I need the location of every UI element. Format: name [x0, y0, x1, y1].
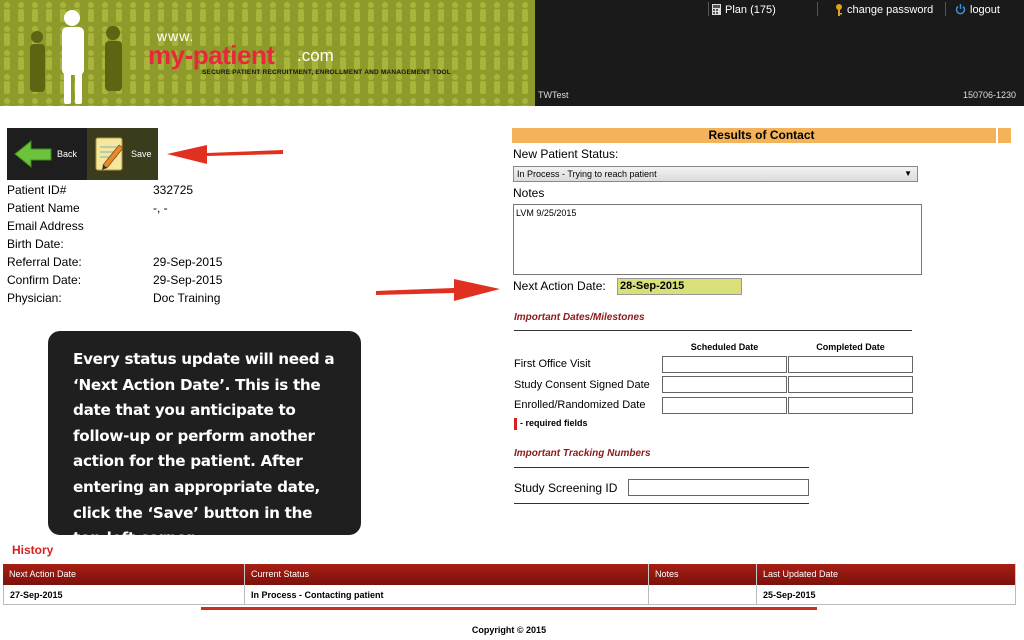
notes-label: Notes: [513, 186, 545, 200]
nav-divider: [817, 2, 818, 16]
status-label: New Patient Status:: [513, 147, 619, 161]
required-indicator: [514, 418, 517, 430]
results-header-cap: [996, 128, 1011, 143]
physician-value: Doc Training: [153, 291, 221, 305]
notes-value: LVM 9/25/2015: [516, 208, 577, 218]
history-title: History: [12, 543, 54, 557]
patient-status-select[interactable]: [513, 166, 918, 182]
tracking-divider: [514, 467, 809, 468]
milestones-section-title: Important Dates/Milestones: [514, 312, 645, 323]
confirm-date-value: 29-Sep-2015: [153, 273, 223, 287]
change-password-label: change password: [847, 3, 934, 16]
patient-name-label: Patient Name: [7, 201, 80, 215]
history-underline: [201, 607, 817, 610]
first-visit-completed-input[interactable]: [788, 356, 913, 373]
nav-divider: [945, 2, 946, 16]
patient-name-value: -, -: [153, 201, 168, 215]
logo-name: my-patient: [148, 40, 275, 70]
plan-link[interactable]: [712, 2, 776, 17]
tracking-section-title: Important Tracking Numbers: [514, 448, 651, 459]
consent-completed-input[interactable]: [788, 376, 913, 393]
history-cell-notes: [649, 585, 757, 605]
copyright-footer: Copyright © 2015: [471, 625, 547, 635]
history-cell-last-updated: 25-Sep-2015: [757, 585, 1016, 605]
dropdown-arrow-icon: ▼: [904, 169, 912, 178]
callout-text: Every status update will need a ‘Next Action Date’. This is the date that you anticipate to follow-up or perform another action for the patient. After entering an appropriate date, click the ‘Save’ button in the top-left corner.: [73, 350, 335, 548]
patient-status-value: In Process - Trying to reach patient: [517, 169, 657, 179]
header-banner: [0, 0, 535, 106]
logo-suffix: .com: [297, 46, 334, 65]
calculator-icon: [712, 4, 721, 15]
milestone-label: First Office Visit: [514, 358, 591, 370]
milestones-divider: [514, 330, 912, 331]
back-arrow-icon: [13, 137, 53, 171]
results-of-contact-header: Results of Contact: [512, 128, 1011, 143]
logout-label: logout: [970, 3, 1000, 16]
next-action-date-input[interactable]: [617, 278, 742, 295]
history-column-header: Current Status: [245, 564, 649, 585]
back-button[interactable]: [7, 128, 87, 180]
physician-label: Physician:: [7, 291, 62, 305]
birth-date-label: Birth Date:: [7, 237, 64, 251]
history-cell-next-action: 27-Sep-2015: [3, 585, 245, 605]
screening-id-input[interactable]: [628, 479, 809, 496]
required-fields-note: - required fields: [520, 418, 588, 428]
notepad-pencil-icon: [93, 135, 127, 173]
completed-date-column-header: Completed Date: [816, 342, 885, 352]
patient-id-value: 332725: [153, 183, 194, 197]
environment-label: TWTest: [538, 90, 569, 100]
history-column-header: Last Updated Date: [757, 564, 1016, 585]
next-action-date-label: Next Action Date:: [513, 279, 606, 293]
change-password-link[interactable]: [835, 2, 933, 17]
milestone-label: Study Consent Signed Date: [514, 379, 650, 391]
email-address-label: Email Address: [7, 219, 84, 233]
logout-link[interactable]: [955, 2, 1000, 17]
notes-textarea[interactable]: [513, 204, 922, 275]
history-column-header: Notes: [649, 564, 757, 585]
enrolled-scheduled-input[interactable]: [662, 397, 787, 414]
instruction-callout: [48, 331, 361, 548]
key-icon: [835, 4, 843, 16]
pointer-arrow-save: [165, 138, 285, 166]
history-column-header: Next Action Date: [3, 564, 245, 585]
logo-www: www.: [157, 28, 195, 44]
top-navigation-bar: [535, 0, 1024, 106]
consent-scheduled-input[interactable]: [662, 376, 787, 393]
scheduled-date-column-header: Scheduled Date: [690, 342, 759, 352]
action-toolbar: [7, 128, 158, 180]
logo-tagline: SECURE PATIENT RECRUITMENT, ENROLLMENT AND MANAGEMENT TOOL: [202, 69, 451, 76]
history-cell-status: In Process - Contacting patient: [245, 585, 649, 605]
save-button-label: Save: [131, 149, 152, 159]
build-version-label: 150706-1230: [962, 90, 1016, 100]
plan-label: Plan (175): [725, 3, 776, 16]
milestone-label: Enrolled/Randomized Date: [514, 399, 646, 411]
first-visit-scheduled-input[interactable]: [662, 356, 787, 373]
referral-date-label: Referral Date:: [7, 255, 82, 269]
referral-date-value: 29-Sep-2015: [153, 255, 223, 269]
tracking-divider-bottom: [514, 503, 809, 504]
save-button[interactable]: [87, 128, 158, 180]
confirm-date-label: Confirm Date:: [7, 273, 82, 287]
next-action-date-value: 28-Sep-2015: [620, 280, 685, 292]
patient-id-label: Patient ID#: [7, 183, 67, 197]
enrolled-completed-input[interactable]: [788, 397, 913, 414]
nav-divider: [708, 2, 709, 16]
pointer-arrow-next-action: [374, 276, 502, 304]
power-icon: [955, 4, 966, 15]
screening-id-label: Study Screening ID: [514, 481, 618, 495]
back-button-label: Back: [57, 149, 78, 159]
